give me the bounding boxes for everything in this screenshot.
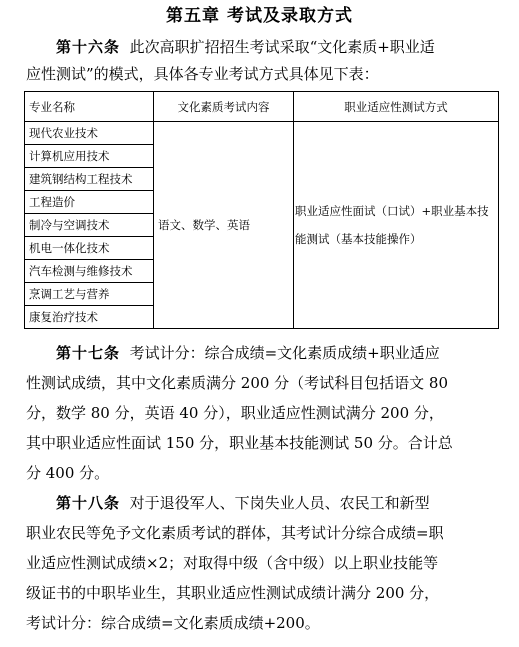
table-row xyxy=(25,122,499,145)
article-18-line-3: 业适应性测试成绩×2；对取得中级（含中级）以上职业技能等 xyxy=(26,554,439,572)
major-cell: 计算机应用技术 xyxy=(25,145,154,168)
article-17-number: 第十七条 xyxy=(56,344,121,362)
article-18-line-1: 第十八条 对于退役军人、下岗失业人员、农民工和新型 xyxy=(56,494,430,512)
article-17-line-2: 性测试成绩，其中文化素质满分 200 分（考试科目包括语文 80 xyxy=(26,374,449,392)
article-16-line-2: 应性测试”的模式，具体各专业考试方式具体见下表： xyxy=(26,65,379,83)
article-17-line-5: 分 400 分。 xyxy=(26,464,110,482)
major-cell: 制冷与空调技术 xyxy=(25,214,154,237)
article-18-line-2: 职业农民等免予文化素质考试的群体，其考试计分综合成绩=职 xyxy=(26,524,444,542)
major-cell: 工程造价 xyxy=(25,191,154,214)
article-18-number: 第十八条 xyxy=(56,494,121,512)
exam-method-table xyxy=(24,91,499,329)
header-culture-content: 文化素质考试内容 xyxy=(154,92,294,122)
major-cell: 汽车检测与维修技术 xyxy=(25,260,154,283)
major-cell: 机电一体化技术 xyxy=(25,237,154,260)
article-17-line-3: 分，数学 80 分，英语 40 分），职业适应性测试满分 200 分， xyxy=(26,404,444,422)
vocational-test-cell: 职业适应性面试（口试）+职业基本技能测试（基本技能操作） xyxy=(294,122,499,329)
article-16-number: 第十六条 xyxy=(56,38,121,56)
major-cell: 建筑钢结构工程技术 xyxy=(25,168,154,191)
article-18-line-4: 级证书的中职毕业生，其职业适应性测试成绩计满分 200 分， xyxy=(26,584,440,602)
header-vocational-test: 职业适应性测试方式 xyxy=(294,92,499,122)
major-cell: 现代农业技术 xyxy=(25,122,154,145)
major-cell: 康复治疗技术 xyxy=(25,306,154,329)
major-cell: 烹调工艺与营养 xyxy=(25,283,154,306)
article-17-line-1: 第十七条 考试计分：综合成绩=文化素质成绩+职业适应 xyxy=(56,344,440,362)
culture-content-cell: 语文、数学、英语 xyxy=(154,122,294,329)
article-17-line-4: 其中职业适应性面试 150 分，职业基本技能测试 50 分。合计总 xyxy=(26,434,453,452)
article-16-line-1: 第十六条 此次高职扩招招生考试采取“文化素质+职业适 xyxy=(56,38,435,56)
header-major: 专业名称 xyxy=(25,92,154,122)
table-header-row xyxy=(25,92,499,122)
article-18-line-5: 考试计分：综合成绩=文化素质成绩+200。 xyxy=(26,614,320,632)
chapter-title: 第五章 考试及录取方式 xyxy=(166,6,353,26)
